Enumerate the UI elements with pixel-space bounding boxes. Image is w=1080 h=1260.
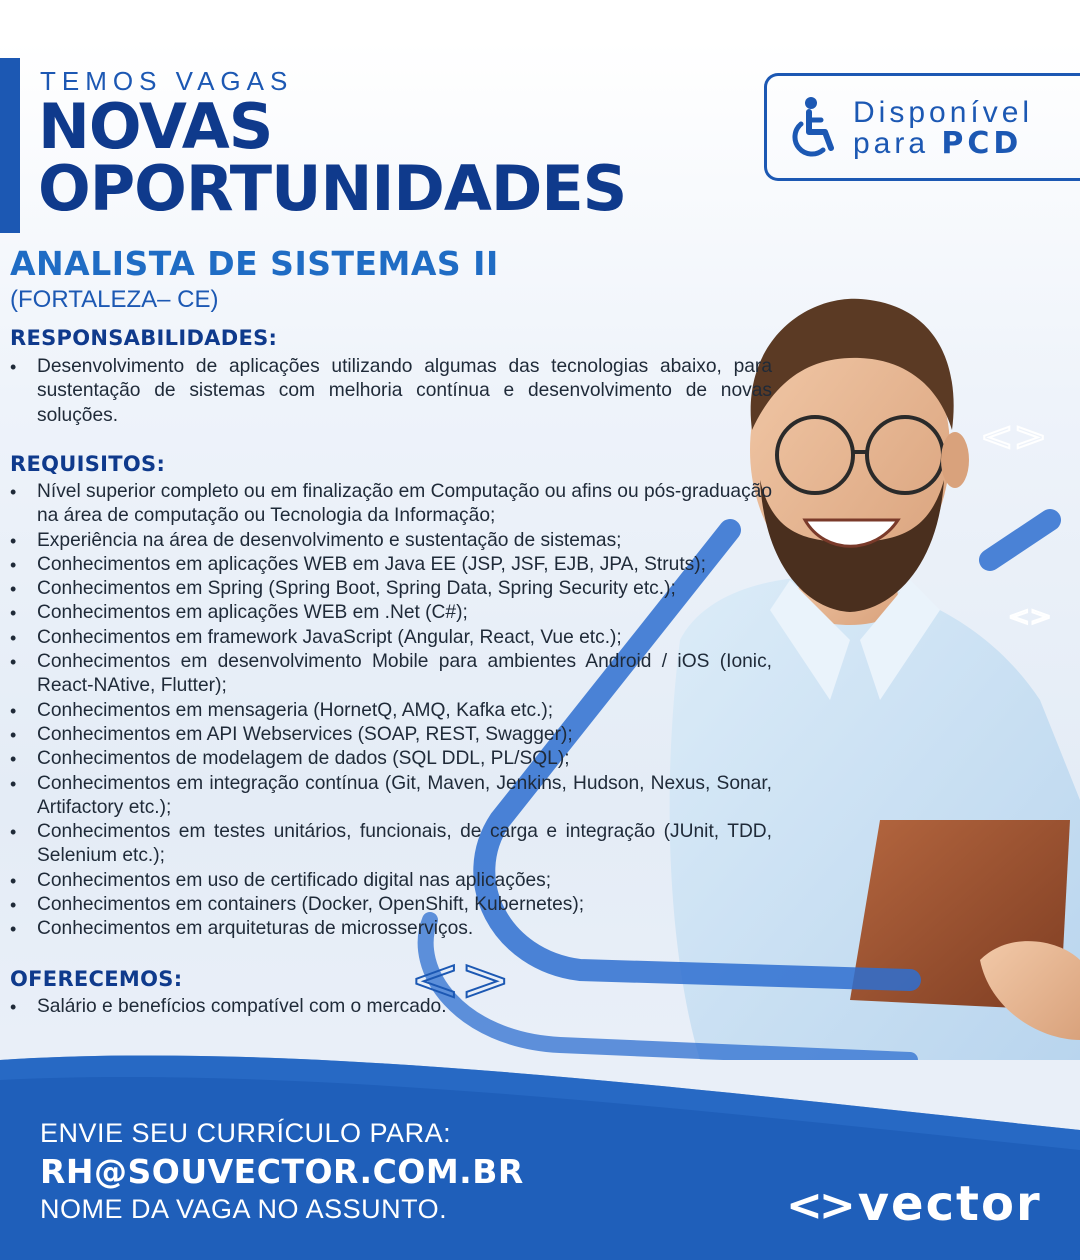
requisitos-heading: REQUISITOS: bbox=[10, 452, 166, 476]
list-item: • Conhecimentos de modelagem de dados (SQL DDL, PL/SQL); bbox=[10, 747, 772, 771]
pcd-badge bbox=[764, 73, 1080, 181]
job-location: (FORTALEZA– CE) bbox=[10, 286, 219, 313]
list-item: • Nível superior completo ou em finalização em Computação ou afins ou pós-graduação na área de computação ou Tecnologia da Informação; bbox=[10, 480, 772, 529]
list-item: • Conhecimentos em integração contínua (Git, Maven, Jenkins, Hudson, Nexus, Sonar, Artifactory etc.); bbox=[10, 772, 772, 821]
logo-brackets: <> bbox=[786, 1180, 852, 1231]
list-item: • Conhecimentos em testes unitários, funcionais, de carga e integração (JUnit, TDD, Selenium etc.); bbox=[10, 820, 772, 869]
responsabilidades-heading: RESPONSABILIDADES: bbox=[10, 326, 278, 350]
list-item: • Experiência na área de desenvolvimento e sustentação de sistemas; bbox=[10, 529, 772, 553]
oferecemos-list bbox=[10, 995, 772, 1019]
wheelchair-accessibility-icon bbox=[789, 96, 841, 160]
requisitos-list bbox=[10, 480, 772, 942]
list-item: • Conhecimentos em mensageria (HornetQ, AMQ, Kafka etc.); bbox=[10, 699, 772, 723]
footer-email[interactable]: RH@SOUVECTOR.COM.BR bbox=[40, 1152, 524, 1191]
list-item: • Salário e benefícios compatível com o mercado. bbox=[10, 995, 772, 1019]
title-line-1: NOVAS bbox=[38, 90, 273, 163]
pcd-prefix: para bbox=[853, 127, 942, 160]
accent-bar bbox=[0, 58, 20, 233]
title-line-2: OPORTUNIDADES bbox=[38, 152, 627, 225]
pcd-line-2 bbox=[853, 126, 1022, 161]
list-item: • Conhecimentos em arquiteturas de microsserviços. bbox=[10, 917, 772, 941]
vector-logo bbox=[786, 1176, 1042, 1232]
svg-text:<>: <> bbox=[980, 414, 1048, 460]
svg-text:<>: <> bbox=[1008, 602, 1052, 632]
pcd-line-1: Disponível bbox=[853, 96, 1034, 129]
logo-text: vector bbox=[857, 1176, 1042, 1232]
kicker-text: TEMOS VAGAS bbox=[40, 66, 294, 96]
oferecemos-heading: OFERECEMOS: bbox=[10, 967, 183, 991]
list-item: • Conhecimentos em desenvolvimento Mobile para ambientes Android / iOS (Ionic, React-NAtive, Flutter); bbox=[10, 650, 772, 699]
list-item: • Conhecimentos em framework JavaScript (Angular, React, Vue etc.); bbox=[10, 626, 772, 650]
list-item: • Desenvolvimento de aplicações utilizando algumas das tecnologias abaixo, para sustentação de sistemas com melhoria contínua e desenvolvimento de novas soluções. bbox=[10, 355, 772, 428]
list-item: • Conhecimentos em containers (Docker, OpenShift, Kubernetes); bbox=[10, 893, 772, 917]
job-title: ANALISTA DE SISTEMAS II bbox=[10, 244, 499, 283]
code-bracket-icon: <> bbox=[410, 945, 511, 1015]
footer-note: NOME DA VAGA NO ASSUNTO. bbox=[40, 1194, 448, 1224]
list-item: • Conhecimentos em uso de certificado digital nas aplicações; bbox=[10, 869, 772, 893]
list-item: • Conhecimentos em aplicações WEB em .Net (C#); bbox=[10, 601, 772, 625]
pcd-bold: PCD bbox=[941, 126, 1023, 161]
responsabilidades-list bbox=[10, 355, 772, 428]
list-item: • Conhecimentos em Spring (Spring Boot, Spring Data, Spring Security etc.); bbox=[10, 577, 772, 601]
list-item: • Conhecimentos em API Webservices (SOAP, REST, Swagger); bbox=[10, 723, 772, 747]
page-title bbox=[38, 90, 627, 225]
list-item: • Conhecimentos em aplicações WEB em Java EE (JSP, JSF, EJB, JPA, Struts); bbox=[10, 553, 772, 577]
footer-cta: ENVIE SEU CURRÍCULO PARA: bbox=[40, 1118, 452, 1148]
